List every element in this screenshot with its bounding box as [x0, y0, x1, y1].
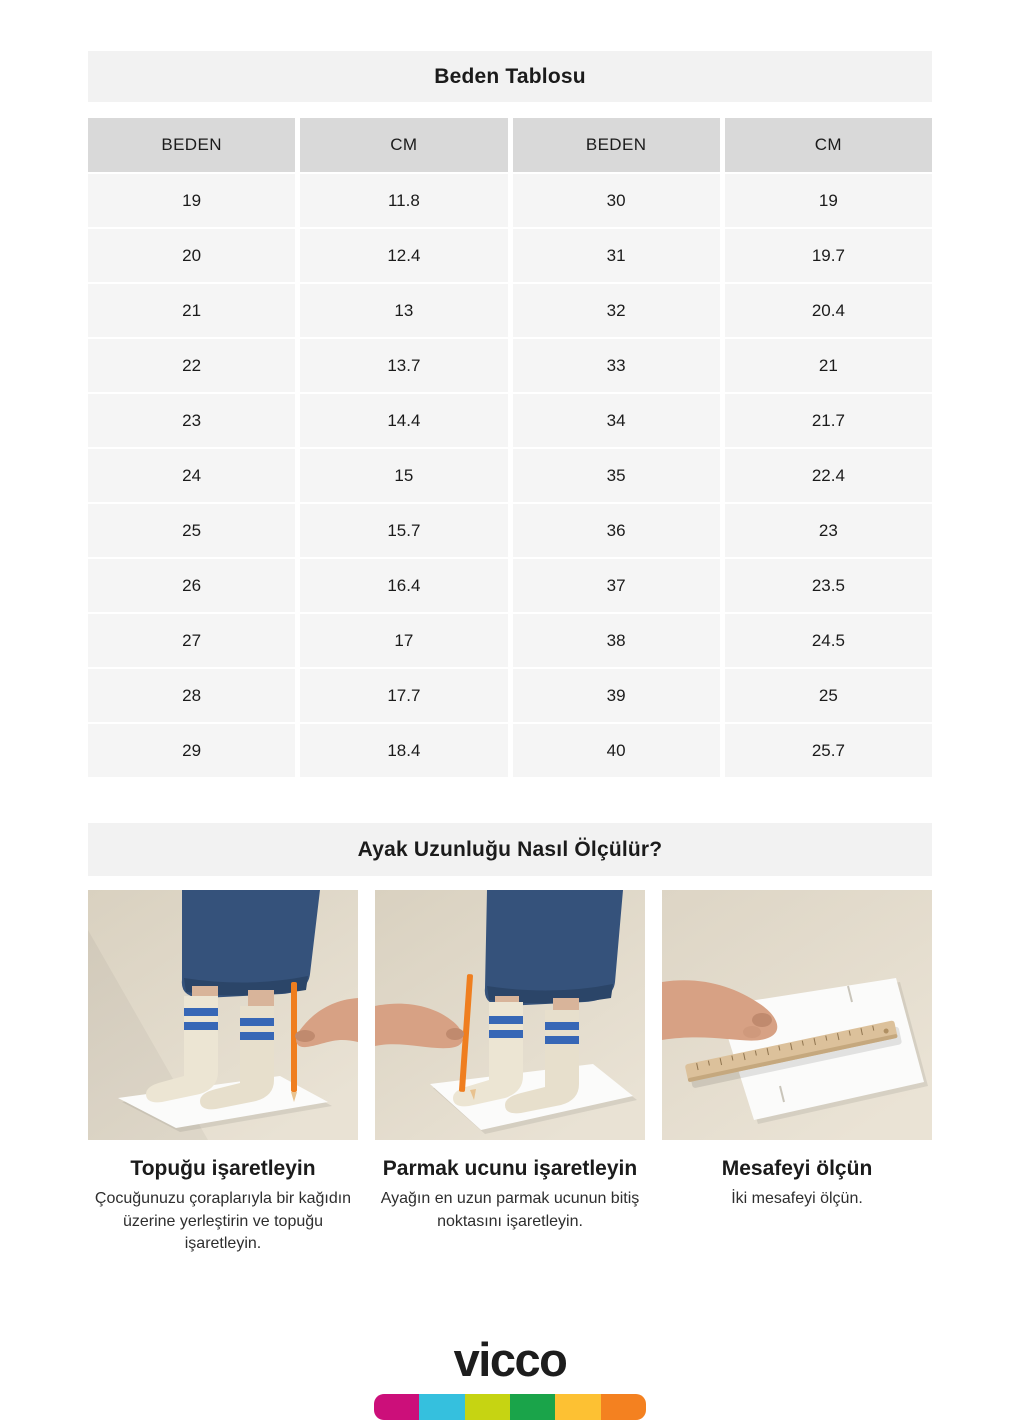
table-cell: 19.7 [725, 229, 932, 282]
table-cell: 39 [513, 669, 720, 722]
size-guide-page [88, 51, 932, 1256]
table-cell: 40 [513, 724, 720, 777]
table-cell: 27 [88, 614, 295, 667]
size-table [88, 118, 932, 777]
measure-steps [88, 890, 932, 1256]
table-cell: 11.8 [300, 174, 507, 227]
table-cell: 25 [725, 669, 932, 722]
table-cell: 20 [88, 229, 295, 282]
table-cell: 19 [88, 174, 295, 227]
column-header-cm: CM [300, 118, 507, 172]
table-cell: 21 [88, 284, 295, 337]
table-cell: 16.4 [300, 559, 507, 612]
table-cell: 24 [88, 449, 295, 502]
table-cell: 34 [513, 394, 720, 447]
table-cell: 28 [88, 669, 295, 722]
step-description: Ayağın en uzun parmak ucunun bitiş noktasını işaretleyin. [380, 1190, 640, 1230]
table-cell: 32 [513, 284, 720, 337]
vicco-logo: vicco [453, 1333, 567, 1386]
colorbar-segment [510, 1394, 555, 1420]
measure-section-title: Ayak Uzunluğu Nasıl Ölçülür? [88, 823, 932, 876]
table-cell: 38 [513, 614, 720, 667]
table-cell: 22.4 [725, 449, 932, 502]
table-cell: 30 [513, 174, 720, 227]
table-cell: 19 [725, 174, 932, 227]
table-cell: 21 [725, 339, 932, 392]
table-cell: 24.5 [725, 614, 932, 667]
table-cell: 25.7 [725, 724, 932, 777]
heel-mark-photo [88, 890, 358, 1140]
colorbar-segment [601, 1394, 646, 1420]
colorbar-segment [465, 1394, 510, 1420]
table-cell: 21.7 [725, 394, 932, 447]
step-measure-distance [662, 890, 932, 1256]
table-cell: 13 [300, 284, 507, 337]
table-cell: 22 [88, 339, 295, 392]
step-title: Parmak ucunu işaretleyin [382, 1157, 638, 1180]
table-cell: 36 [513, 504, 720, 557]
table-cell: 25 [88, 504, 295, 557]
step-title: Mesafeyi ölçün [721, 1157, 873, 1180]
table-cell: 15.7 [300, 504, 507, 557]
table-cell: 23 [725, 504, 932, 557]
table-cell: 20.4 [725, 284, 932, 337]
column-header-beden: BEDEN [513, 118, 720, 172]
ruler-photo [662, 890, 932, 1140]
table-cell: 13.7 [300, 339, 507, 392]
table-cell: 33 [513, 339, 720, 392]
table-cell: 14.4 [300, 394, 507, 447]
colorbar-segment [374, 1394, 419, 1420]
size-table-title: Beden Tablosu [88, 51, 932, 102]
step-description: Çocuğunuzu çoraplarıyla bir kağıdın üzerine yerleştirin ve topuğu işaretleyin. [94, 1190, 352, 1253]
table-cell: 35 [513, 449, 720, 502]
table-cell: 17.7 [300, 669, 507, 722]
table-cell: 15 [300, 449, 507, 502]
table-cell: 23 [88, 394, 295, 447]
table-cell: 17 [300, 614, 507, 667]
step-description: İki mesafeyi ölçün. [731, 1190, 863, 1207]
column-header-cm: CM [725, 118, 932, 172]
table-cell: 26 [88, 559, 295, 612]
step-mark-heel [88, 890, 358, 1256]
step-mark-toe [375, 890, 645, 1256]
table-cell: 23.5 [725, 559, 932, 612]
column-header-beden: BEDEN [88, 118, 295, 172]
colorbar-segment [419, 1394, 464, 1420]
step-title: Topuğu işaretleyin [130, 1157, 316, 1180]
toe-mark-photo [375, 890, 645, 1140]
table-cell: 29 [88, 724, 295, 777]
table-cell: 12.4 [300, 229, 507, 282]
table-cell: 37 [513, 559, 720, 612]
colorbar-segment [555, 1394, 600, 1420]
table-cell: 18.4 [300, 724, 507, 777]
table-cell: 31 [513, 229, 720, 282]
brand-colorbar [374, 1394, 646, 1420]
